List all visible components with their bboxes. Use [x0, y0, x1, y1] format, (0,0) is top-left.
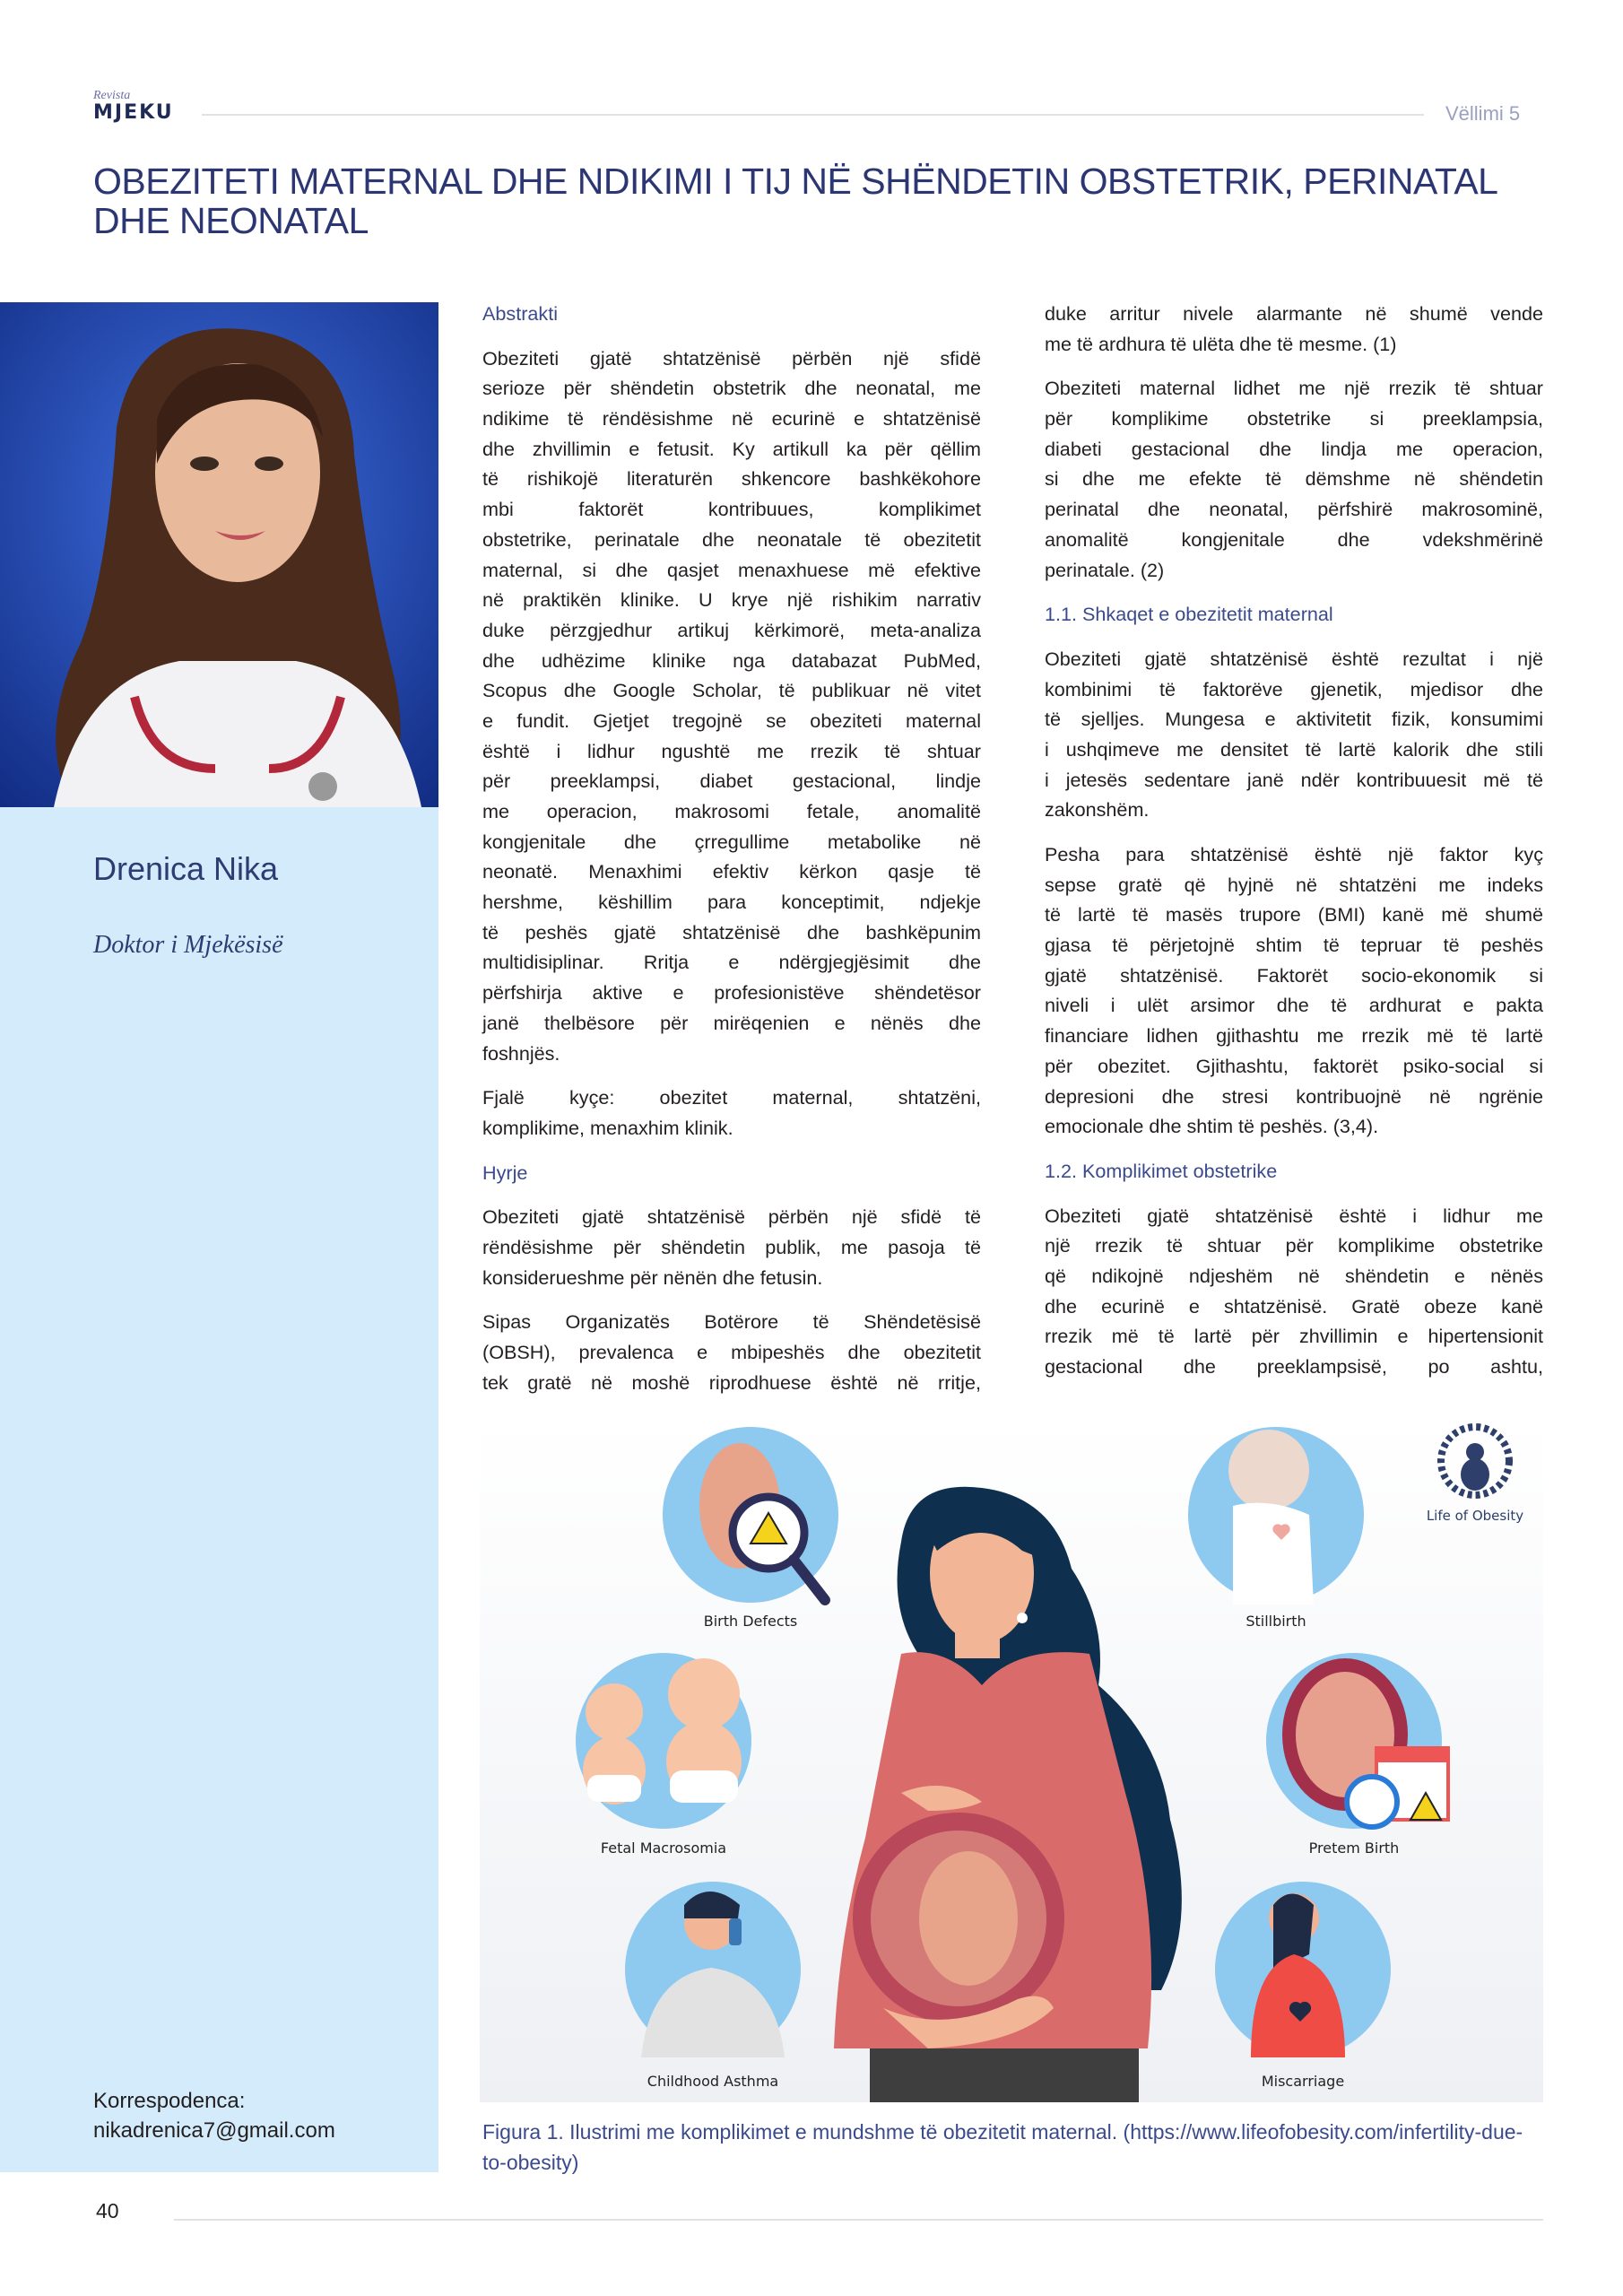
text-line: që ndikojnë ndjeshëm në shëndetin e nënës [1045, 1264, 1543, 1287]
text-line: rëndësishme për shëndetin publik, me pasoja të [482, 1235, 981, 1258]
text-line: duke arritur nivele alarmante në shumë vende [1045, 302, 1543, 325]
birth-defects-icon [663, 1427, 838, 1603]
correspondence-email[interactable]: nikadrenica7@gmail.com [93, 2118, 335, 2143]
paragraph [1045, 644, 1543, 825]
text-line: hershme, këshillim para konceptimit, ndjekje [482, 891, 981, 914]
text-line: 1.1. Shkaqet e obezitetit maternal [1045, 603, 1333, 626]
text-line: për preeklampsi, diabet gestacional, lindje [482, 770, 981, 793]
label-fetal-macrosomia: Fetal Macrosomia [600, 1839, 727, 1857]
text-line: duke përzgjedhur artikuj kërkimorë, meta-analiza [482, 618, 981, 641]
footer-divider [174, 2219, 1543, 2221]
text-line: Obeziteti gjatë shtatzënisë përbën një sfidë [482, 346, 981, 370]
text-line: të sjelljes. Mungesa e aktivitetit fizik, konsumimi [1045, 708, 1543, 731]
header-divider [202, 114, 1424, 116]
fetal-macrosomia-icon [576, 1653, 751, 1829]
text-line: Abstrakti [482, 302, 559, 325]
text-line: për obezitet. Gjithashtu, faktorët psiko-social si [1045, 1054, 1543, 1077]
author-role: Doktor i Mjekësisë [93, 931, 283, 959]
text-line: komplikime, menaxhim klinik. [482, 1116, 733, 1139]
paragraph [1045, 299, 1543, 359]
text-line: sepse gratë që hyjnë në shtatzëni me indeks [1045, 873, 1543, 896]
text-line: 1.2. Komplikimet obstetrike [1045, 1159, 1278, 1182]
text-line: tek gratë në moshë riprodhuese është në rritje, [482, 1370, 981, 1394]
volume-label: Vëllimi 5 [1445, 102, 1521, 125]
text-line: ndikime të rëndësishme në ecurinë e shtatzënisë [482, 407, 981, 430]
paragraph [1045, 373, 1543, 585]
text-line: depresioni dhe stresi kontribuojnë në ngrënie [1045, 1084, 1543, 1108]
text-line: gestacional dhe preeklampsisë, po ashtu, [1045, 1355, 1543, 1378]
text-line: me të ardhura të ulëta dhe të mesme. (1) [1045, 332, 1397, 355]
section-heading [1045, 599, 1543, 630]
paragraph [1045, 1201, 1543, 1382]
text-line: perinatal dhe neonatal, përfshirë makrosominë, [1045, 498, 1543, 521]
author-photo [0, 302, 438, 807]
text-line: niveli i ulët arsimor dhe të ardhurat e pakta [1045, 994, 1543, 1017]
text-line: maternal, si dhe qasjet menaxhuese më efektive [482, 558, 981, 581]
text-line: me operacion, makrosomi fetale, anomalitë [482, 800, 981, 822]
figure-caption: Figura 1. Ilustrimi me komplikimet e mundshme të obezitetit maternal. (https://www.lifeofobesity.com/infertility-due-to-obesity) [482, 2120, 1523, 2174]
text-line: dhe zhvillimin e fetusit. Ky artikull ka për qëllim [482, 437, 981, 460]
text-line: Sipas Organizatës Botërore të Shëndetësisë [482, 1310, 981, 1334]
text-line: gjatë shtatzënisë. Faktorët socio-ekonomik si [1045, 963, 1543, 987]
text-line: rrezik më të lartë për zhvillimin e hipertensionit [1045, 1325, 1543, 1348]
text-line: dhe ecurinë e shtatzënisë. Gratë obeze kanë [1045, 1294, 1543, 1318]
text-line: konsiderueshme për nënën dhe fetusin. [482, 1265, 823, 1289]
journal-logo [93, 90, 174, 124]
text-line: Obeziteti gjatë shtatzënisë është i lidhur me [1045, 1204, 1543, 1227]
text-line: gjasa të përjetojnë shtim të tepruar të peshës [1045, 934, 1543, 957]
paragraph [482, 1202, 981, 1292]
text-line: serioze për shëndetin obstetrik dhe neonatal, me [482, 377, 981, 400]
paragraph [1045, 839, 1543, 1142]
text-line: diabeti gestacional dhe lindja me operacion, [1045, 437, 1543, 460]
logo-big-text: MJEKU [93, 101, 174, 124]
author-sidebar [0, 807, 438, 2172]
text-line: dhe udhëzime klinike nga databazat PubMed, [482, 648, 981, 672]
text-line: neonatë. Menaxhimi efektiv kërkon qasje të [482, 860, 981, 883]
text-line: obstetrike, perinatale dhe neonatale të obezitetit [482, 527, 981, 551]
text-line: përfshirja aktive e profesionistëve shëndetësor [482, 981, 981, 1004]
label-childhood-asthma: Childhood Asthma [647, 2073, 779, 2090]
text-line: financiare lidhen gjithashtu me rrezik më të lartë [1045, 1024, 1543, 1048]
section-heading [482, 299, 981, 329]
text-line: në praktikën klinike. U krye një rishikim narrativ [482, 588, 981, 612]
figure-logo-text: Life of Obesity [1426, 1508, 1524, 1524]
text-line: Scopus dhe Google Scholar, të publikuar në vitet [482, 679, 981, 702]
section-heading [482, 1158, 981, 1188]
label-stillbirth: Stillbirth [1245, 1613, 1306, 1630]
text-line: i ushqimeve me densitet të lartë kalorik dhe stili [1045, 737, 1543, 761]
text-line: Obeziteti gjatë shtatzënisë është rezultat i një [1045, 647, 1543, 670]
text-line: kongjenitale dhe çrregullime metabolike në [482, 830, 981, 853]
text-line: është i lidhur ngushtë me rrezik të shtuar [482, 739, 981, 762]
miscarriage-icon [1215, 1882, 1391, 2057]
text-line: Pesha para shtatzënisë është një faktor kyç [1045, 843, 1543, 865]
text-line: Fjalë kyçe: obezitet maternal, shtatzëni, [482, 1086, 981, 1109]
text-line: një rrezik të shtuar për komplikime obstetrike [1045, 1234, 1543, 1257]
text-line: multidisiplinar. Rritja e ndërgjegjësimit dhe [482, 951, 981, 974]
paragraph [482, 1083, 981, 1143]
article-title: OBEZITETI MATERNAL DHE NDIKIMI I TIJ NË SHËNDETIN OBSTETRIK, PERINATAL DHE NEONATAL [93, 161, 1497, 241]
text-line: i jetesës sedentare janë ndër kontribuuesit më të [1045, 768, 1543, 791]
childhood-asthma-icon [625, 1882, 801, 2057]
text-line: për komplikime obstetrike si preeklampsia, [1045, 407, 1543, 430]
paragraph [482, 1307, 981, 1397]
text-line: të peshës gjatë shtatzënisë dhe bashkëpunim [482, 920, 981, 944]
correspondence-label: Korrespodenca: [93, 2089, 246, 2113]
text-line: (OBSH), prevalenca e mbipeshës dhe obezitetit [482, 1341, 981, 1363]
text-column-left [482, 299, 981, 1412]
text-line: zakonshëm. [1045, 798, 1150, 822]
text-line: foshnjës. [482, 1041, 560, 1065]
text-line: janë thelbësore për mirëqenien e nënës dhe [482, 1011, 981, 1034]
text-line: perinatale. (2) [1045, 558, 1165, 581]
author-name: Drenica Nika [93, 850, 279, 887]
label-birth-defects: Birth Defects [703, 1613, 798, 1630]
page-number: 40 [96, 2199, 119, 2222]
text-line: Hyrje [482, 1161, 528, 1184]
text-line: mbi faktorët kontribuues, komplikimet [482, 498, 981, 521]
text-line: Obeziteti maternal lidhet me një rrezik të shtuar [1045, 377, 1543, 400]
section-heading [1045, 1156, 1543, 1187]
text-line: e fundit. Gjetjet tregojnë se obeziteti maternal [482, 709, 981, 732]
logo-small-text: Revista [93, 89, 131, 102]
text-line: emocionale dhe shtim të peshës. (3,4). [1045, 1115, 1379, 1138]
correspondence [93, 2086, 335, 2145]
label-miscarriage: Miscarriage [1261, 2073, 1345, 2090]
text-line: të lartë të masës trupore (BMI) kanë më shumë [1045, 903, 1543, 926]
text-line: Obeziteti gjatë shtatzënisë përbën një sfidë të [482, 1205, 981, 1229]
text-line: anomalitë kongjenitale dhe vdekshmërinë [1045, 527, 1543, 551]
text-line: kombinimi të faktorëve gjenetik, mjedisor dhe [1045, 677, 1543, 700]
label-preterm-birth: Pretem Birth [1308, 1839, 1400, 1857]
paragraph [482, 344, 981, 1069]
figure-illustration [480, 1416, 1543, 2102]
text-column-right [1045, 299, 1543, 1396]
text-line: si dhe me efekte të dëmshme në shëndetin [1045, 467, 1543, 491]
text-line: të rishikojë literaturën shkencore bashkëkohore [482, 467, 981, 491]
